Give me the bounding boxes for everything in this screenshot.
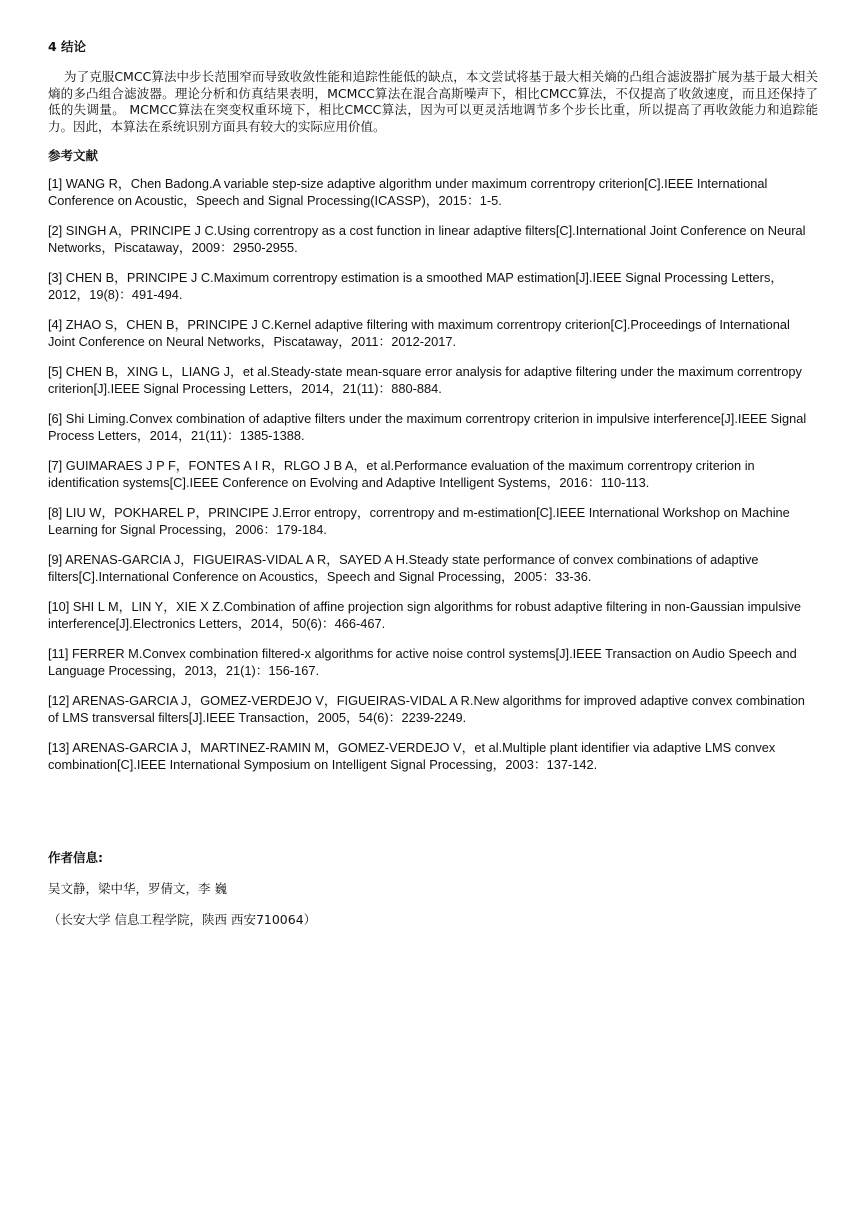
reference-item-12: [12] ARENAS-GARCIA J，GOMEZ-VERDEJO V，FIGUEIRAS-VIDAL A R.New algorithms for improved adaptive convex combination of LMS transversal filters[J].IEEE Transaction，2005，54(6)：2239-2249. <box>48 693 805 725</box>
author-info-heading: 作者信息: <box>48 850 103 865</box>
conclusion-heading: 4 结论 <box>48 39 87 54</box>
reference-item-1: [1] WANG R，Chen Badong.A variable step-size adaptive algorithm under maximum correntropy criterion[C].IEEE International Conference on Acoustic，Speech and Signal Processing(ICASSP)，2015：1-5. <box>48 176 768 208</box>
reference-item-8: [8] LIU W，POKHAREL P，PRINCIPE J.Error entropy，correntropy and m-estimation[C].IEEE International Workshop on Machine Learning for Signal Processing，2006：179-184. <box>48 505 790 537</box>
author-affiliation: （长安大学 信息工程学院，陕西 西安710064） <box>48 912 317 927</box>
reference-item-10: [10] SHI L M，LIN Y，XIE X Z.Combination of affine projection sign algorithms for robust adaptive filtering in non-Gaussian impulsive interference[J].Electronics Letters，2014，50(6)：466-467. <box>48 599 802 631</box>
reference-list <box>48 176 818 773</box>
reference-item-2: [2] SINGH A，PRINCIPE J C.Using correntropy as a cost function in linear adaptive filters[C].International Joint Conference on Neural Networks，Piscataway，2009：2950-2955. <box>48 223 806 255</box>
references-heading: 参考文献 <box>48 148 99 163</box>
reference-item-4: [4] ZHAO S，CHEN B，PRINCIPE J C.Kernel adaptive filtering with maximum correntropy criterion[C].Proceedings of International Joint Conference on Neural Networks，Piscataway，2011：2012-2017. <box>48 317 790 349</box>
paper-page <box>48 38 818 928</box>
reference-item-5: [5] CHEN B，XING L，LIANG J，et al.Steady-state mean-square error analysis for adaptive filtering under the maximum correntropy criterion[J].IEEE Signal Processing Letters，2014，21(11)：880-884. <box>48 364 802 396</box>
author-names: 吴文静，梁中华，罗倩文，李 巍 <box>48 881 227 896</box>
reference-item-3: [3] CHEN B，PRINCIPE J C.Maximum correntropy estimation is a smoothed MAP estimation[J].IEEE Signal Processing Letters，2012，19(8)：491-494. <box>48 270 784 302</box>
reference-item-9: [9] ARENAS-GARCIA J，FIGUEIRAS-VIDAL A R，SAYED A H.Steady state performance of convex combinations of adaptive filters[C].International Conference on Acoustics，Speech and Signal Processing，2005：33-36. <box>48 552 759 584</box>
reference-item-6: [6] Shi Liming.Convex combination of adaptive filters under the maximum correntropy criterion in impulsive interference[J].IEEE Signal Process Letters，2014，21(11)：1385-1388. <box>48 411 807 443</box>
conclusion-paragraph: 为了克服CMCC算法中步长范围窄而导致收敛性能和追踪性能低的缺点，本文尝试将基于最大相关熵的凸组合滤波器扩展为基于最大相关熵的多凸组合滤波器。理论分析和仿真结果表明，MCMCC算法在混合高斯噪声下，相比CMCC算法，不仅提高了收敛速度，而且还保持了低的失调量。 MCMCC算法在突变权重环境下，相比CMCC算法，因为可以更灵活地调节多个步长比重，所以提高了再收敛能力和追踪能力。因此，本算法在系统识别方面具有较大的实际应用价值。 <box>48 69 818 134</box>
reference-item-11: [11] FERRER M.Convex combination filtered-x algorithms for active noise control systems[J].IEEE Transaction on Audio Speech and Language Processing，2013，21(1)：156-167. <box>48 646 797 678</box>
reference-item-7: [7] GUIMARAES J P F，FONTES A I R，RLGO J B A，et al.Performance evaluation of the maximum correntropy criterion in identification systems[C].IEEE Conference on Evolving and Adaptive Intelligent Systems，2016：110-113. <box>48 458 755 490</box>
reference-item-13: [13] ARENAS-GARCIA J，MARTINEZ-RAMIN M，GOMEZ-VERDEJO V，et al.Multiple plant identifier via adaptive LMS convex combination[C].IEEE International Symposium on Intelligent Signal Processing，2003：137-142. <box>48 740 776 772</box>
